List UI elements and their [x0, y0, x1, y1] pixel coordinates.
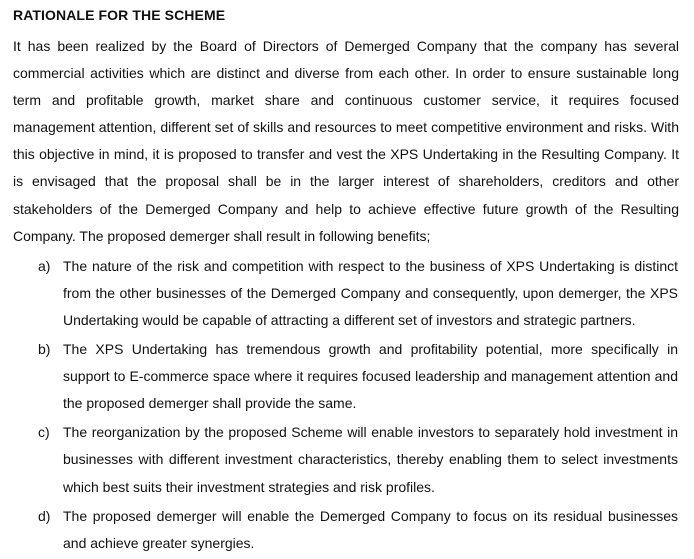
list-marker: a): [38, 258, 51, 274]
list-marker: c): [38, 424, 50, 441]
intro-paragraph: It has been realized by the Board of Directors of Demerged Company that the company has several commercial activities which are distinct and diverse from each other. In order to ensure sustainable long term and profitable growth, market share and continuous customer service, it requires focused management attention, different set of skills and resources to meet competitive environment and risks. With this objective in mind, it is proposed to transfer and vest the XPS Undertaking in the Resulting Company. It is envisaged that the proposal shall be in the larger interest of shareholders, creditors and other stakeholders of the Demerged Company and help to achieve effective future growth of the Resulting Company. The proposed demerger shall result in following benefits;: [13, 38, 679, 244]
benefits-list: [0, 253, 694, 559]
benefit-item-b: [0, 336, 694, 417]
benefit-item-a: [0, 253, 694, 334]
list-marker: b): [38, 341, 51, 358]
benefit-text: The reorganization by the proposed Scheme will enable investors to separately hold investment in businesses with different investment characteristics, thereby enabling them to select investments which best suits their investment strategies and risk profiles.: [63, 424, 678, 495]
benefit-text: The proposed demerger will enable the Demerged Company to focus on its residual businesses and achieve greater synergies.: [63, 507, 678, 551]
benefit-text: The nature of the risk and competition with respect to the business of XPS Undertaking is distinct from the other businesses of the Demerged Company and consequently, upon demerger, the XPS Undertaking would be capable of attracting a different set of investors and strategic partners.: [63, 258, 678, 329]
list-marker: d): [38, 507, 51, 524]
section-heading: RATIONALE FOR THE SCHEME: [13, 7, 226, 23]
benefit-item-d: [0, 503, 694, 557]
benefit-text: The XPS Undertaking has tremendous growth and profitability potential, more specifically in support to E-commerce space where it requires focused leadership and management attention and the proposed demerger shall provide the same.: [63, 341, 678, 412]
benefit-item-c: [0, 419, 694, 500]
